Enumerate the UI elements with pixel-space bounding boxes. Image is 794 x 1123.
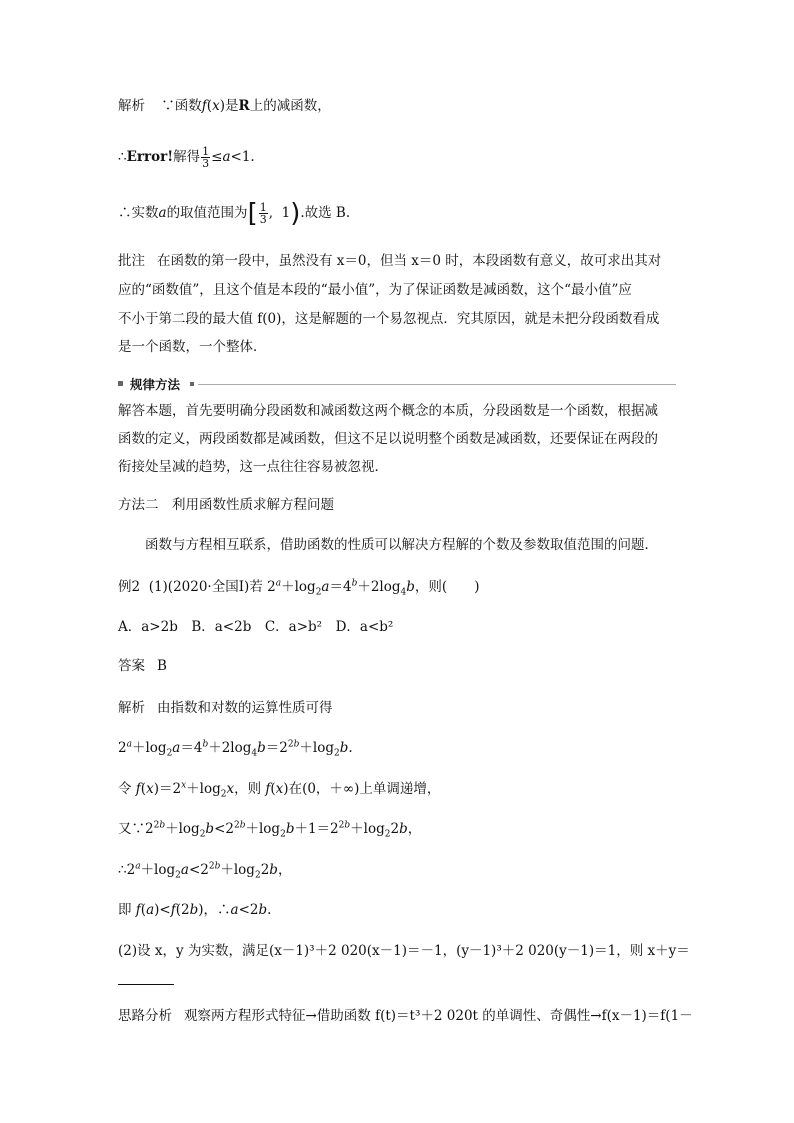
eq-line-2: 令 $f(x)=2^x+\log_2x$，则 f(x)在(0，＋∞)上单调递增， [118,780,441,800]
solution-line-2: ∴Error!解得 $\frac{1}{3}$ ≤a<1. [118,145,255,170]
square-icon-small [190,382,194,386]
eq-line-1: $2^a+\log_2a=4^b+2\log_4b=2^{2b}+\log_2b$. [118,739,353,759]
square-icon [118,381,123,386]
divider [198,384,676,385]
eq-line-4: $\therefore 2^a+\log_2a<2^{2b}+\log_22b$， [118,861,292,881]
note-line-1: 批注 在函数的第一段中，虽然没有 x＝0，但当 x＝0 时，本段函数有意义，故可求出其对 [118,253,662,269]
fraction-range: $\frac{1}{3}$ [259,201,267,226]
fraction: $\frac{1}{3}$ [202,145,210,170]
label-pizhu: 批注 [118,253,145,269]
intro-paragraph: 函数与方程相互联系，借助函数的性质可以解决方程解的个数及参数取值范围的问题． [145,537,658,553]
solution-line-1: 解析 ∵函数f(x)是R上的减函数， [118,98,331,114]
eq-line-3: 又$\because 2^{2b}+\log_2b<2^{2b}+\log_2b+1=2^{2b}+\log_22b$， [118,820,422,840]
answer-line: 答案 B [118,658,167,674]
section-title: 规律方法 [130,377,181,392]
label-jiexi: 解析 [118,98,145,114]
example-2-question-1: 例2 (1)(2020·全国Ⅰ)若 $2^a+\log_2a=4^b+2\log_4b$，则( ) [118,578,480,598]
solution-2-intro: 解析 由指数和对数的运算性质可得 [118,700,333,716]
example-2-question-2: (2)设 x，y 为实数，满足(x－1)³＋2 020(x－1)＝－1，(y－1)³＋2 020(y－1)＝1，则 x＋y＝ [118,943,690,959]
note-line-3: 不小于第二段的最大值 f(0)，这是解题的一个易忽视点．究其原因，就是未把分段函数看成 [118,311,660,327]
eq-line-5: 即 f(a)<f(2b)，∴a<2b. [118,902,272,918]
silu-line: 思路分析 观察两方程形式特征→借助函数 f(t)＝t³＋2 020t 的单调性、奇偶性→f(x－1)＝f(1－ [118,1008,693,1024]
error-text: Error! [126,149,174,165]
note-line-4: 是一个函数，一个整体． [118,339,267,355]
method-line-3: 衔接处呈减的趋势，这一点往往容易被忽视． [118,459,388,475]
method-2-heading: 方法二 利用函数性质求解方程问题 [118,497,334,513]
method-line-2: 函数的定义，两段函数都是减函数，但这不足以说明整个函数是减函数，还要保证在两段的 [118,431,658,447]
note-line-2: 应的“函数值”，且这个值是本段的“最小值”，为了保证函数是减函数，这个“最小值”应 [118,282,632,298]
method-line-1: 解答本题，首先要明确分段函数和减函数这两个概念的本质，分段函数是一个函数，根据减 [118,403,658,419]
example-2-options: A．a>2b B．a<2b C．a>b² D．a<b² [118,619,394,635]
label-daan: 答案 [118,658,145,674]
answer-blank [118,970,174,991]
section-header [118,375,676,395]
label-silu: 思路分析 [118,1008,172,1024]
solution-line-3: ∴实数a的取值范围为[ $\frac{1}{3}$ , 1).故选 B. [118,198,351,229]
